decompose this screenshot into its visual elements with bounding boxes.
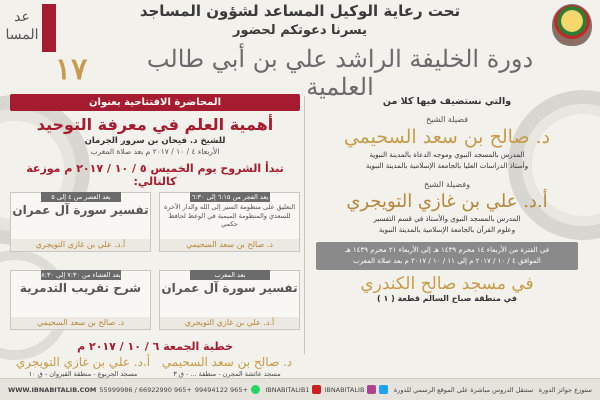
friday-sermon-row	[10, 355, 300, 378]
friday-preacher-name: أ.د. علي بن غازي التويجري	[15, 355, 151, 369]
footer-more	[539, 386, 592, 394]
sheikh2-desc-line1: المدرس بالمسجد النبوي والأستاذ في قسم التفسير	[373, 215, 521, 223]
session-time: بعد العصر من ٤ إلى ٥	[41, 192, 121, 202]
period-line1: في الفترة من الأربعاء ١٤ محرم ١٤٣٩ هـ إلى الأربعاء ٢١ محرم ١٤٣٩ هـ	[344, 246, 550, 254]
friday-sermon-header: خطبة الجمعة ٦ / ١٠ / ٢٠١٧ م	[77, 340, 233, 353]
phone-1[interactable]: +965 99494122	[194, 385, 248, 394]
session-title: تفسير سورة آل عمران	[161, 281, 298, 295]
sheikh2-name: أ.د. علي بن غازي التويجري	[346, 191, 548, 212]
session-time: بعد المغرب	[190, 270, 270, 280]
lessons-start-line: تبدأ الشروح يوم الخميس ٥ / ١٠ / ٢٠١٧ م موزعة كالتالي:	[26, 162, 284, 188]
session-time: بعد الفجر من ٦:١٥ إلى ٦:٣٠	[191, 193, 269, 201]
friday-mosque: مسجد عائشة المجرن - منطقة ... - ق ٣	[173, 370, 281, 378]
session-subtitle: التعليق على منظومة السير إلى الله والدار الآخرة للسعدي والمنظومة الميمية في الوعظ لحافظ حكمي	[164, 203, 295, 228]
sheikh1-desc-line1: المدرس بالمسجد النبوي وموجه الدعاة بالمدينة النبوية	[369, 151, 525, 159]
session-lecturer: أ.د. علي بن غازي التويجري	[11, 239, 150, 251]
session-card-maghrib	[159, 270, 300, 330]
friday-sermon-right	[158, 355, 296, 378]
invite-line: يسرنا دعوتكم لحضور	[232, 23, 368, 38]
sheikh1-desc-line2: وأستاذ الدراسات العليا بالجامعة الإسلامية بالمدينة النبوية	[365, 162, 529, 170]
sheikh1-name: د. صالح بن سعد السحيمي	[343, 126, 551, 148]
course-period-box	[316, 242, 578, 270]
period-line2: الموافق ٤ / ١٠ / ٢٠١٧ م إلى ١١ / ١٠ / ٢٠١٧ م بعد صلاة المغرب	[353, 257, 541, 265]
session-card-fajr	[159, 192, 300, 252]
opening-lecture-header: المحاضرة الافتتاحية بعنوان	[10, 94, 300, 111]
course-title: دورة الخليفة الراشد علي بن أبي طالب العلمية	[146, 45, 534, 101]
footer-live-note	[394, 386, 533, 394]
sponsor-line: تحت رعاية الوكيل المساعد لشؤون المساجد	[139, 2, 461, 20]
sheikh1-description	[304, 150, 590, 172]
lecturers-panel	[304, 94, 590, 372]
kuwait-emblem-icon	[552, 4, 592, 46]
session-lecturer: د. صالح بن سعد السحيمي	[160, 239, 299, 251]
venue-area: في منطقة صباح السالم قطعة ( ١ )	[377, 294, 517, 303]
session-card-isha	[10, 270, 151, 330]
youtube-icon	[312, 385, 321, 394]
footer-contacts	[8, 385, 260, 394]
friday-sermon-left	[14, 355, 152, 378]
opening-time: الأربعاء ٤ / ١٠ / ٢٠١٧ م بعد صلاة المغرب	[90, 147, 220, 156]
friday-mosque: مسجد الجربوع - منطقة القيروان - ق ١٠	[28, 370, 138, 378]
social-handle-2[interactable]: IBNABITALIB1	[265, 385, 310, 394]
poster-footer	[0, 378, 600, 400]
session-lecturer: أ.د. علي بن غازي التويجري	[160, 317, 299, 329]
opening-lecturer: للشيخ د. فيحان بن سرور الجرمان	[84, 136, 226, 146]
session-title: تفسير سورة آل عمران	[12, 203, 149, 217]
venue-name: في مسجد صالح الكندري	[360, 274, 534, 294]
twitter-icon	[379, 385, 388, 394]
logo-mark-icon	[42, 4, 56, 52]
session-grid	[10, 192, 300, 334]
logo-wordmark: عد المسا	[5, 9, 39, 43]
presents-line: والتي نستضيف فيها كلا من	[382, 96, 512, 107]
session-time: بعد العشاء من ٧:٣٠ إلى ٨:٣٠	[41, 271, 121, 279]
phone-2[interactable]: +965 66922990 / 55999986	[99, 385, 192, 394]
sheikh2-label: وفضيلة الشيخ	[424, 180, 470, 189]
opening-lecture-title: أهمية العلم في معرفة التوحيد	[36, 115, 274, 134]
session-card-asr	[10, 192, 151, 252]
session-title: شرح تقريب التدمرية	[19, 281, 142, 295]
friday-preacher-name: د. صالح بن سعد السحيمي	[161, 355, 293, 369]
instagram-icon	[367, 385, 376, 394]
session-lecturer: د. صالح بن سعد السحيمي	[11, 317, 150, 329]
live-stream-note: ستنقل الدروس مباشرة على الموقع الرسمي للدورة	[393, 385, 534, 394]
poster-header	[0, 0, 600, 101]
sheikh1-label: فضيلة الشيخ	[425, 115, 469, 124]
schedule-panel	[10, 94, 300, 394]
sheikh2-description	[304, 214, 590, 236]
edition-number: ١٧	[55, 52, 88, 87]
prizes-note: ستوزع جوائز الدورة	[538, 385, 592, 394]
website-link[interactable]: WWW.IBNABITALIB.COM	[8, 385, 97, 394]
social-handle-1[interactable]: IBNABITALIB	[324, 385, 365, 394]
footer-social-handles	[265, 385, 388, 394]
sheikh2-desc-line2: وعلوم القرآن بالجامعة الإسلامية بالمدينة النبوية	[378, 226, 516, 234]
organization-logo	[4, 4, 56, 52]
whatsapp-icon	[251, 385, 260, 394]
column-divider	[304, 96, 305, 354]
